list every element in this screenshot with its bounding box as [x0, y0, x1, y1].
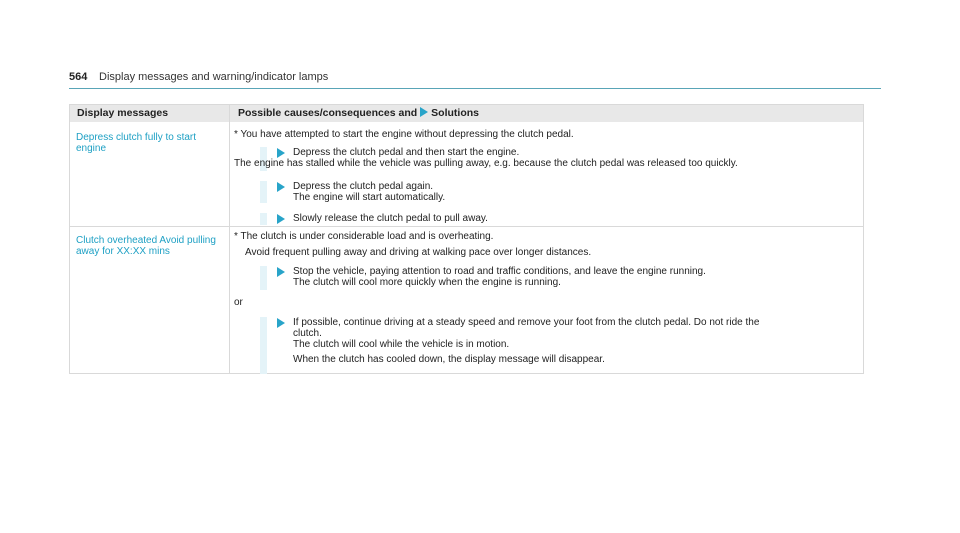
solution-step	[260, 181, 856, 203]
solution-step	[260, 266, 856, 290]
solution-step	[260, 213, 856, 225]
page-title: Display messages and warning/indicator lamps	[99, 71, 329, 83]
header-rule	[69, 88, 881, 89]
step-line: When the clutch has cooled down, the display message will disappear.	[293, 354, 605, 365]
display-messages-table	[69, 104, 864, 374]
step-detail: The engine has stalled while the vehicle was pulling away, e.g. because the clutch pedal was released too quickly.	[234, 158, 738, 169]
row-divider	[70, 226, 863, 227]
step-arrow-icon	[277, 267, 285, 277]
page-header	[69, 71, 881, 89]
arrow-right-icon	[420, 107, 428, 117]
step-line: The clutch will cool more quickly when the engine is running.	[293, 277, 561, 288]
or-separator: or	[234, 297, 243, 308]
message-clutch-overheated: Clutch overheated Avoid pulling away for XX:XX mins	[76, 235, 216, 257]
column-header-causes-label: Possible causes/consequences and	[238, 107, 418, 119]
step-line: The engine will start automatically.	[293, 192, 446, 203]
step-arrow-icon	[277, 182, 285, 192]
cause-text: * The clutch is under considerable load and is overheating.	[234, 231, 494, 242]
solution-step	[260, 317, 856, 374]
column-header-causes-solutions	[238, 107, 479, 119]
step-arrow-icon	[277, 318, 285, 328]
step-line: clutch.	[293, 328, 322, 339]
table-header	[70, 105, 863, 122]
note-text: Avoid frequent pulling away and driving at walking pace over longer distances.	[245, 247, 592, 258]
column-header-display-messages: Display messages	[77, 107, 169, 119]
step-arrow-icon	[277, 214, 285, 224]
column-header-solutions-label: Solutions	[431, 107, 480, 119]
page-number: 564	[69, 71, 88, 83]
step-line: Depress the clutch pedal and then start the engine.	[293, 147, 520, 158]
step-arrow-icon	[277, 148, 285, 158]
step-line: The clutch will cool while the vehicle is in motion.	[293, 339, 510, 350]
step-line: Depress the clutch pedal again.	[293, 181, 434, 192]
cause-text: * You have attempted to start the engine without depressing the clutch pedal.	[234, 129, 574, 140]
column-divider	[229, 105, 230, 373]
step-line: Stop the vehicle, paying attention to road and traffic conditions, and leave the engine running.	[293, 266, 706, 277]
step-line: If possible, continue driving at a steady speed and remove your foot from the clutch pedal. Do not ride the	[293, 317, 760, 328]
step-line: Slowly release the clutch pedal to pull away.	[293, 213, 488, 224]
message-depress-clutch: Depress clutch fully to start engine	[76, 132, 197, 154]
